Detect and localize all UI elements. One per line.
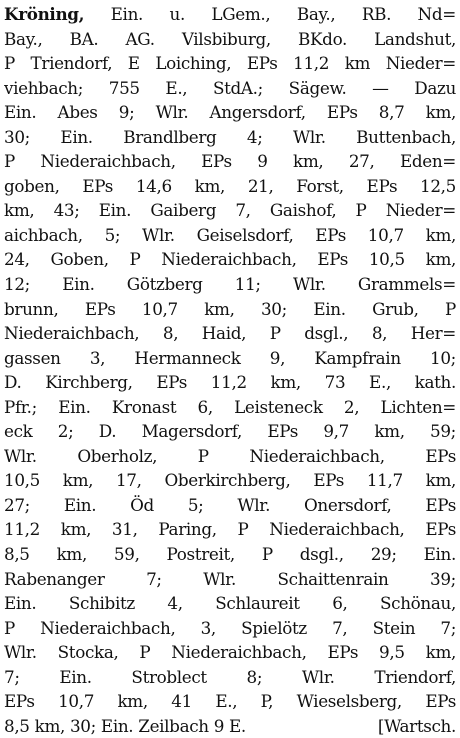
- entry-line-22: 11,2 km, 31, Paring, P Niederaichbach, EPs: [4, 519, 456, 540]
- entry-line-14: Niederaichbach, 8, Haid, P dsgl., 8, Her=: [4, 323, 456, 344]
- entry-line-20: 10,5 km, 17, Oberkirchberg, EPs 11,7 km,: [4, 470, 456, 491]
- entry-line-15: gassen 3, Hermanneck 9, Kampfrain 10;: [4, 347, 456, 368]
- entry-line-10: aichbach, 5; Wlr. Geiselsdorf, EPs 10,7 km,: [4, 224, 456, 245]
- entry-line-24: Rabenanger 7; Wlr. Schaittenrain 39;: [4, 568, 456, 589]
- entry-line-11: 24, Goben, P Niederaichbach, EPs 10,5 km,: [4, 249, 456, 270]
- entry-line-7: P Niederaichbach, EPs 9 km, 27, Eden=: [4, 151, 456, 172]
- entry-line-2: Bay., BA. AG. Vilsbiburg, BKdo. Landshut,: [4, 28, 456, 49]
- entry-line-4: viehbach; 755 E., StdA.; Sägew. — Dazu: [4, 77, 456, 98]
- entry-line-26: P Niederaichbach, 3, Spielötz 7, Stein 7;: [4, 617, 456, 638]
- entry-line-30-text: 8,5 km, 30; Ein. Zeilbach 9 E.: [4, 715, 246, 736]
- entry-line-28: 7; Ein. Stroblect 8; Wlr. Triendorf,: [4, 666, 456, 687]
- author-signature: [Wartsch.: [377, 715, 456, 736]
- entry-line-3: P Triendorf, E Loiching, EPs 11,2 km Nieder=: [4, 53, 456, 74]
- entry-line-27: Wlr. Stocka, P Niederaichbach, EPs 9,5 km,: [4, 642, 456, 663]
- entry-line-1: [4, 2, 456, 27]
- entry-line-29: EPs 10,7 km, 41 E., P, Wieselsberg, EPs: [4, 691, 456, 712]
- entry-line-8: goben, EPs 14,6 km, 21, Forst, EPs 12,5: [4, 175, 456, 196]
- entry-line-30: [4, 714, 456, 738]
- entry-line-9: km, 43; Ein. Gaiberg 7, Gaishof, P Nieder=: [4, 200, 456, 221]
- entry-line-12: 12; Ein. Götzberg 11; Wlr. Grammels=: [4, 274, 456, 295]
- entry-line-6: 30; Ein. Brandlberg 4; Wlr. Buttenbach,: [4, 126, 456, 147]
- entry-line-25: Ein. Schibitz 4, Schlaureit 6, Schönau,: [4, 593, 456, 614]
- entry-line-5: Ein. Abes 9; Wlr. Angersdorf, EPs 8,7 km,: [4, 102, 456, 123]
- entry-line-19: Wlr. Oberholz, P Niederaichbach, EPs: [4, 445, 456, 466]
- entry-line-18: eck 2; D. Magersdorf, EPs 9,7 km, 59;: [4, 421, 456, 442]
- gazetteer-entry-kroening: [4, 2, 456, 738]
- entry-line-17: Pfr.; Ein. Kronast 6, Leisteneck 2, Lichten=: [4, 396, 456, 417]
- entry-line-23: 8,5 km, 59, Postreit, P dsgl., 29; Ein.: [4, 544, 456, 565]
- entry-line-13: brunn, EPs 10,7 km, 30; Ein. Grub, P: [4, 298, 456, 319]
- entry-line-21: 27; Ein. Öd 5; Wlr. Onersdorf, EPs: [4, 494, 456, 515]
- entry-line-16: D. Kirchberg, EPs 11,2 km, 73 E., kath.: [4, 372, 456, 393]
- entry-line-1-text: Ein. u. LGem., Bay., RB. Nd=: [84, 4, 456, 24]
- entry-headword: Kröning,: [4, 4, 85, 24]
